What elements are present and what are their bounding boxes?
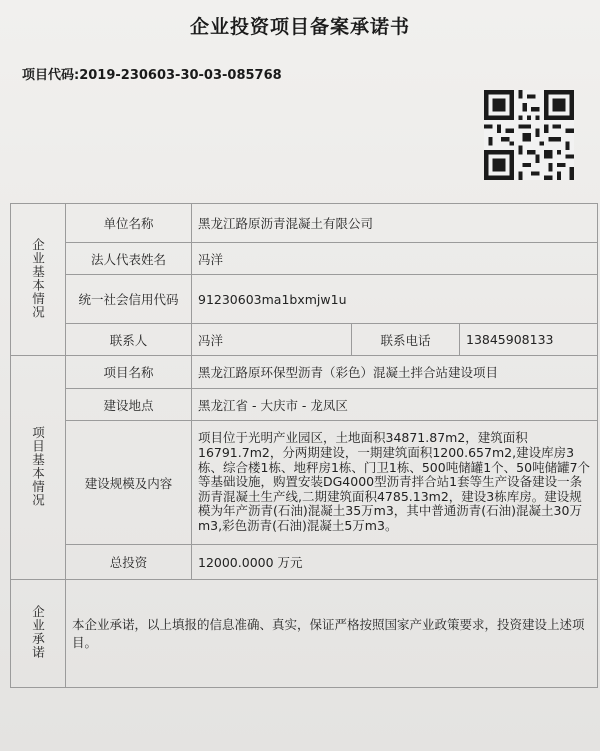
filing-form-table xyxy=(10,203,598,688)
company-info-category: 企业基本情况 xyxy=(11,204,66,356)
unit-name-label: 单位名称 xyxy=(66,204,192,243)
location-label: 建设地点 xyxy=(66,389,192,421)
qr-code-icon xyxy=(484,90,574,180)
scale-label: 建设规模及内容 xyxy=(66,421,192,545)
project-code: 项目代码:2019-230603-30-03-085768 xyxy=(22,68,282,83)
phone-value: 13845908133 xyxy=(460,324,598,356)
pledge-text: 本企业承诺，以上填报的信息准确、真实，保证严格按照国家产业政策要求，投资建设上述项目。 xyxy=(66,580,598,688)
legal-rep-label: 法人代表姓名 xyxy=(66,243,192,275)
credit-code-value: 91230603ma1bxmjw1u xyxy=(192,275,598,324)
investment-value: 12000.0000 万元 xyxy=(192,545,598,580)
project-name-value: 黑龙江路原环保型沥青（彩色）混凝土拌合站建设项目 xyxy=(192,356,598,389)
legal-rep-value: 冯洋 xyxy=(192,243,598,275)
contact-value: 冯洋 xyxy=(192,324,352,356)
unit-name-value: 黑龙江路原沥青混凝土有限公司 xyxy=(192,204,598,243)
pledge-category: 企业承诺 xyxy=(11,580,66,688)
credit-code-label: 统一社会信用代码 xyxy=(66,275,192,324)
phone-label: 联系电话 xyxy=(352,324,460,356)
project-name-label: 项目名称 xyxy=(66,356,192,389)
investment-label: 总投资 xyxy=(66,545,192,580)
project-info-category: 项目基本情况 xyxy=(11,356,66,580)
contact-label: 联系人 xyxy=(66,324,192,356)
scale-content-value: 项目位于光明产业园区，土地面积34871.87m2，建筑面积16791.7m2，分两期建设，一期建筑面积1200.657m2,建设库房3栋、综合楼1栋、地秤房1栋、门卫1栋、500吨储罐1个、50吨储罐7个等基础设施，购置安装DG4000型沥青拌合站1套等生产设备建设一条沥青混凝土生产线,二期建筑面积4785.13m2，建设3栋库房。建设规模为年产沥青(石油)混凝土35万m3，其中普通沥青(石油)混凝土30万m3,彩色沥青(石油)混凝土5万m3。 xyxy=(192,421,598,545)
document-title: 企业投资项目备案承诺书 xyxy=(189,16,410,38)
location-value: 黑龙江省 - 大庆市 - 龙凤区 xyxy=(192,389,598,421)
